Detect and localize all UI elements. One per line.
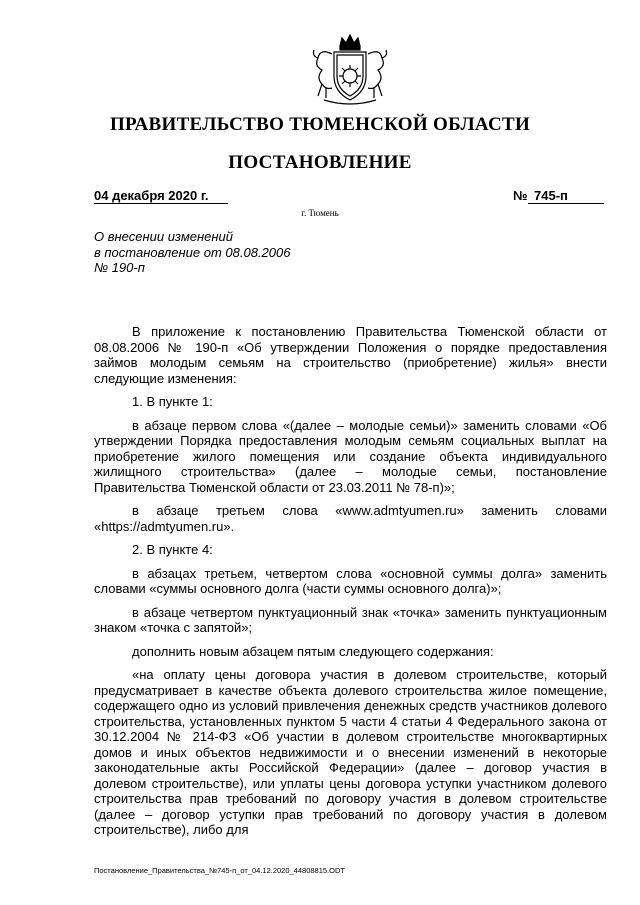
document-city: г. Тюмень	[301, 208, 339, 218]
body-paragraph: дополнить новым абзацем пятым следующего содержания:	[132, 643, 494, 659]
document-body	[94, 324, 607, 846]
organization-title: ПРАВИТЕЛЬСТВО ТЮМЕНСКОЙ ОБЛАСТИ	[109, 114, 531, 135]
body-paragraph: в абзаце третьем слова «www.admtyumen.ru» заменить словами «https://admtyumen.ru».	[94, 503, 607, 534]
document-type: ПОСТАНОВЛЕНИЕ	[228, 152, 412, 173]
document-date: 04 декабря 2020 г.	[94, 188, 228, 204]
document-subject	[94, 229, 290, 276]
body-paragraph: в абзацах третьем, четвертом слова «основной суммы долга» заменить словами «суммы основного долга (части суммы основного долга)»;	[94, 565, 607, 596]
subject-line: в постановление от 08.08.2006	[94, 244, 291, 260]
subject-line: О внесении изменений	[94, 229, 233, 244]
coat-of-arms-icon	[296, 32, 404, 108]
body-paragraph: 2. В пункте 4:	[132, 542, 213, 557]
body-paragraph: «на оплату цены договора участия в долевом строительстве, который предусматривает в качестве объекта долевого строительства жилое помещение, содержащего одно из условий привлечения денежных средств участников долевого строительства, установленных пунктом 5 части 4 статьи 4 Федерального закона от 30.12.2004 № 214-ФЗ «Об участии в долевом строительстве многоквартирных домов и иных объектов недвижимости и о внесении изменений в некоторые законодательные акты Российской Федерации» (далее – договор участия в долевом строительстве), или уплаты цены договора уступки участником долевого строительства прав требований по договору участия в долевом строительстве (далее – договор уступки прав требований по договору участия в долевом строительстве), либо для	[94, 667, 607, 837]
document-number	[528, 188, 604, 204]
document-number-label: №	[513, 188, 528, 203]
body-paragraph: В приложение к постановлению Правительства Тюменской области от 08.08.2006 № 190-п «Об утверждении Положения о порядке предоставления займов молодым семьям на строительство (приобретение) жилья» внести следующие изменения:	[94, 324, 607, 386]
document-number-value: 745-п	[534, 188, 568, 203]
body-paragraph: в абзаце четвертом пунктуационный знак «точка» заменить пунктуационным знаком «точка с запятой»;	[94, 604, 607, 635]
footer-filename: Постановление_Правительства_№745-п_от_04.12.2020_44808815.ODT	[94, 866, 345, 875]
body-paragraph: 1. В пункте 1:	[132, 394, 213, 409]
subject-line: № 190-п	[94, 260, 145, 275]
body-paragraph: в абзаце первом слова «(далее – молодые семьи)» заменить словами «Об утверждении Порядка предоставления молодым семьям социальных выплат на приобретение жилого помещения или создание объекта индивидуального жилищного строительства» (далее – молодые семьи, постановление Правительства Тюменской области от 23.03.2011 № 78-п)»;	[94, 417, 607, 495]
